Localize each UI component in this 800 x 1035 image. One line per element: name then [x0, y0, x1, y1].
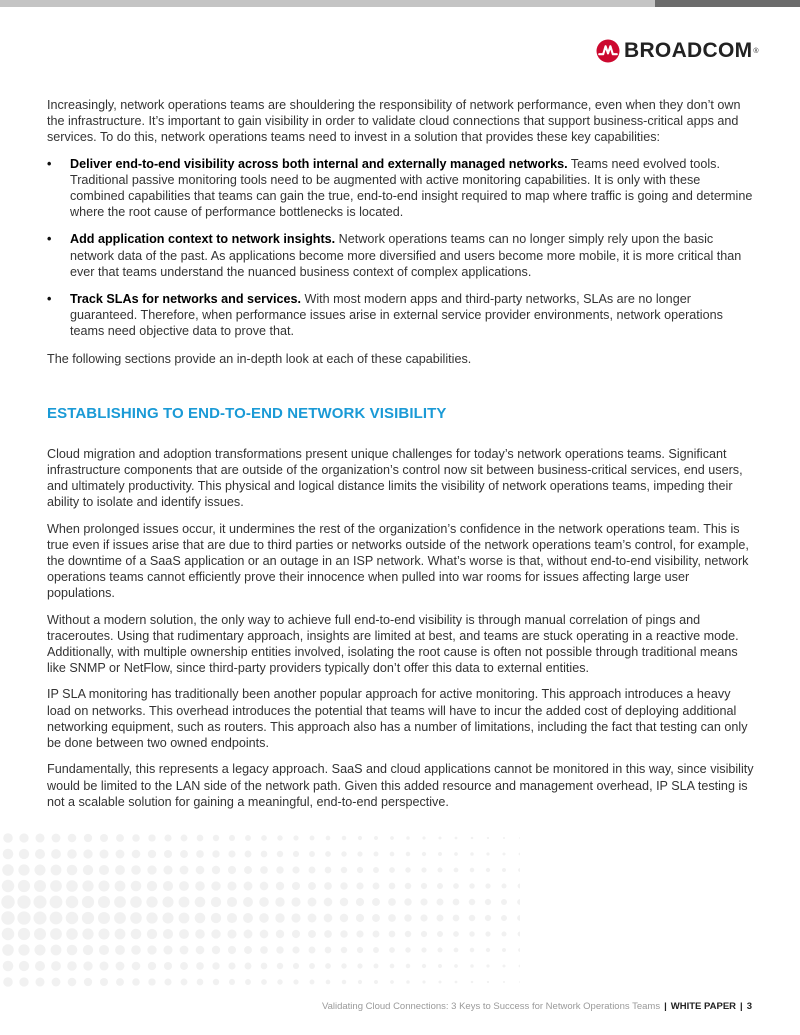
capability-lead: Add application context to network insights. [70, 232, 336, 247]
bullet: • [47, 156, 52, 171]
logo-registered-mark: ® [753, 47, 759, 55]
main-content [47, 97, 755, 820]
intro-paragraph: Increasingly, network operations teams are shouldering the responsibility of network performance, even when they don’t own the infrastructure. It’s important to gain visibility in order to validate cloud connections that support business-critical apps and services. To do this, network operations teams need to invest in a solution that provides these key capabilities: [47, 98, 741, 145]
footer-separator: | [740, 1001, 743, 1012]
page-footer [322, 1001, 752, 1012]
broadcom-logo-icon [596, 39, 620, 63]
capability-text: Network operations teams can no longer simply rely upon the basic network data of the past. As applications become more diversified and users become more mobile, it is more critical than ever that teams understand the nuanced business context of complex applications. [70, 232, 742, 279]
logo-wordmark: BROADCOM [624, 39, 753, 62]
footer-doc-type: WHITE PAPER [670, 1001, 737, 1012]
bullet: • [47, 292, 52, 307]
capability-text: With most modern apps and third-party networks, SLAs are no longer guaranteed. Therefore, when performance issues arise in external service provider environments, network operations teams need objective data to prove that. [70, 292, 723, 339]
section-paragraph: IP SLA monitoring has traditionally been another popular approach for active monitoring. This approach introduces a heavy load on networks. This overhead introduces the potential that teams will have to incur the added cost of deploying additional networking equipment, such as routers. This approach also has a number of limitations, including the fact that testing can only be done between two owned endpoints. [47, 687, 748, 751]
following-paragraph: The following sections provide an in-depth look at each of these capabilities. [47, 351, 472, 366]
section-paragraph: Cloud migration and adoption transformations present unique challenges for today’s network operations teams. Significant infrastructure components that are outside of the organization’s control now sit between business-critical services, end users, and ultimately productivity. This physical and logical distance limits the visibility of network operations teams, impeding their ability to isolate and identify issues. [47, 446, 743, 510]
capability-item [47, 156, 755, 221]
capabilities-list [47, 156, 755, 340]
decorative-dot-pattern [0, 830, 520, 990]
bullet: • [47, 232, 52, 247]
top-bar-dark [655, 0, 800, 7]
section-paragraph: Without a modern solution, the only way to achieve full end-to-end visibility is through manual correlation of pings and traceroutes. Using that rudimentary approach, insights are limited at best, and teams are stuck operating in a reactive mode. Additionally, with multiple ownership entities involved, isolating the root cause is often not possible through traditional means like SNMP or NetFlow, since third-party providers typically don’t offer this data to external entities. [47, 612, 739, 676]
capability-item [47, 231, 755, 280]
footer-doc-title: Validating Cloud Connections: 3 Keys to Success for Network Operations Teams [321, 1001, 661, 1012]
capability-lead: Deliver end-to-end visibility across both internal and externally managed networks. [70, 156, 568, 171]
capability-item [47, 291, 755, 340]
footer-page-number: 3 [746, 1001, 752, 1012]
section-paragraph: Fundamentally, this represents a legacy approach. SaaS and cloud applications cannot be monitored in this way, since visibility would be limited to the LAN side of the network path. Given this added resource and management overhead, IP SLA testing is not a scalable solution for gaining a meaningful, end-to-end perspective. [47, 762, 754, 809]
broadcom-logo [596, 38, 759, 64]
section-heading: ESTABLISHING TO END-TO-END NETWORK VISIBILITY [47, 404, 447, 422]
section-paragraph: When prolonged issues occur, it undermines the rest of the organization’s confidence in the network operations team. This is true even if issues arise that are due to third parties or networks outside of the network operations team’s control, for example, the downtime of a SaaS application or an outage in an ISP network. What’s worse is that, without end-to-end visibility, network operations teams cannot efficiently prove their innocence when pulled into war rooms for issues affecting large user populations. [47, 521, 749, 601]
capability-text: Teams need evolved tools. Traditional passive monitoring tools need to be augmented with active monitoring capabilities. It is only with these combined capabilities that teams can gain the true, end-to-end insight required to map where traffic is going and determine where the root cause of performance bottlenecks is located. [70, 156, 753, 220]
capability-lead: Track SLAs for networks and services. [70, 292, 301, 307]
top-bar-light [0, 0, 655, 7]
footer-separator: | [664, 1001, 667, 1012]
